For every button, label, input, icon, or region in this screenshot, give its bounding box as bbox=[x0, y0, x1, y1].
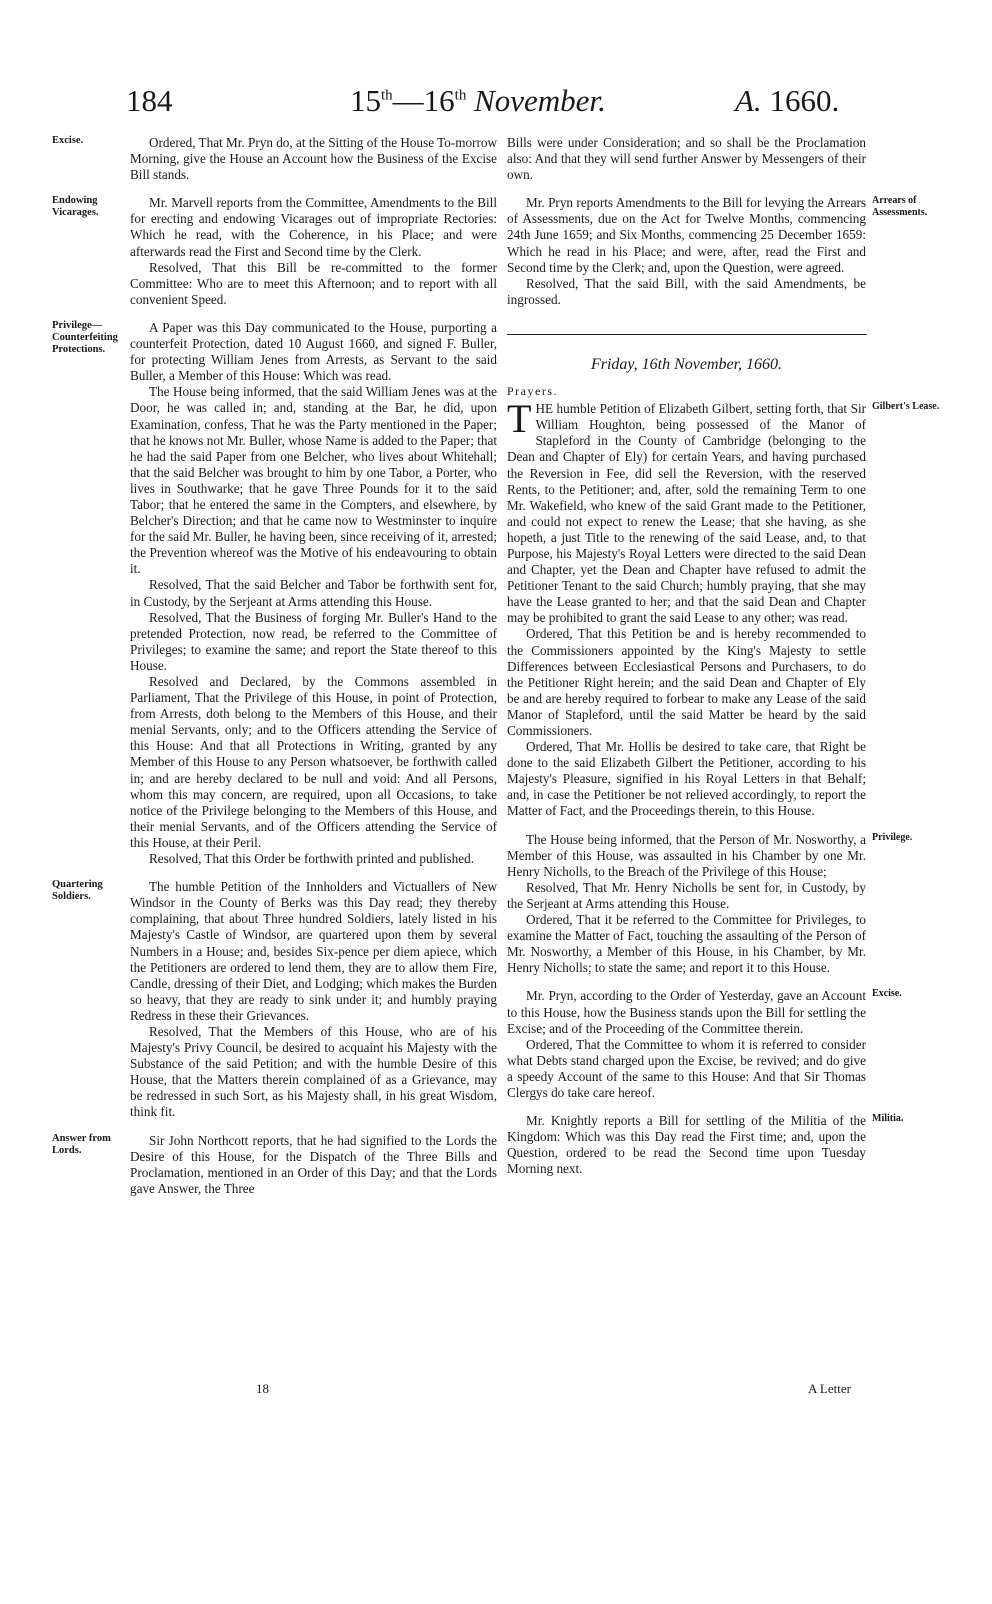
paragraph: Resolved, That this Order be forthwith printed and published. bbox=[149, 851, 474, 867]
entry-block bbox=[507, 1113, 904, 1177]
entry-block bbox=[52, 1132, 497, 1197]
paragraph: Sir John Northcott reports, that he had signified to the Lords the Desire of this House, for the Dispatch of the Three Bills and Proclamation, mentioned in an Order of this Day; and that the Lords gave Answer, the Three bbox=[130, 1132, 497, 1196]
prayers-heading: Prayers. bbox=[507, 384, 558, 399]
paragraph: Ordered, That Mr. Pryn do, at the Sitting of the House To-morrow Morning, give the House an Account how the Business of the Excise Bill stands. bbox=[130, 135, 498, 183]
entry-block bbox=[507, 831, 913, 977]
drop-capital: T bbox=[507, 396, 532, 442]
paragraph: Ordered, That Mr. Hollis be desired to take care, that Right be done to the said Elizabeth Gilbert the Petitioner, according to his Majesty's Pleasure, signified in his Royal Letters in that Behalf; and, in case the Petitioner be not relieved accordingly, to report the Matter of Fact, and the Proceedings therein, to this House. bbox=[507, 739, 866, 819]
paragraph: Mr. Pryn, according to the Order of Yesterday, gave an Account to this House, how the Business stands upon the Bill for settling the Excise; and of the Proceeding of the Committee therein. bbox=[507, 988, 866, 1036]
paragraph: Resolved, That this Bill be re-committed to the former Committee: Who are to meet this Afternoon; and to report with all convenient Speed. bbox=[130, 259, 497, 307]
paragraph: A Paper was this Day communicated to the House, purporting a counterfeit Protection, dated 10 August 1660, and signed F. Buller, for protecting William Jenes from Arrests, as Servant to the said Buller, a Member of this House: Which was read. bbox=[130, 319, 497, 384]
paragraph: Mr. Knightly reports a Bill for settling of the Militia of the Kingdom: Which was this Day read the First time; and, upon the Question, ordered to be read the Second time upon Tuesday Morning next. bbox=[507, 1113, 866, 1177]
page-number: 184 bbox=[126, 83, 173, 118]
margin-note: Excise. bbox=[52, 135, 84, 146]
entry-block bbox=[52, 879, 497, 1120]
paragraph: The House being informed, that the Person of Mr. Nosworthy, a Member of this House, was assaulted in his Chamber by one Mr. Henry Nicholls, to the Breach of the Privilege of this House; bbox=[507, 831, 866, 879]
margin-note: Excise. bbox=[872, 988, 902, 1000]
entry-block bbox=[507, 396, 940, 819]
right-column bbox=[507, 135, 940, 1189]
entry-block bbox=[52, 319, 497, 867]
margin-note: Militia. bbox=[872, 1113, 904, 1125]
paragraph: Mr. Marvell reports from the Committee, Amendments to the Bill for erecting and endowing Vicarages out of impropriate Rectories: Which he read, with the Coherence, in his Place; and were afterwards read the First and Second time by the Clerk. bbox=[130, 195, 497, 259]
margin-note: Privilege. bbox=[872, 831, 913, 843]
entry-block bbox=[52, 135, 498, 183]
paragraph: Resolved, That the Members of this House, who are of his Majesty's Privy Council, be desired to acquaint his Majesty with the Substance of the said Petition; and with the humble Desire of this House, that the Matters therein complained of as a Grievance, may be redressed in such Sort, as his Majesty shall, in his great Wisdom, think fit. bbox=[130, 1023, 497, 1120]
paragraph: The House being informed, that the said William Jenes was at the Door, he was called in; and, standing at the Bar, he did, upon Examination, confess, That he was the Party mentioned in the Paper; that he knows not Mr. Buller, whose Name is added to the Paper; that he had the said Paper from one Belcher, who lives about Whitehall; that the said Belcher was brought to him by one Tabor, a Porter, who lives in Southwarke; that he gave Three Pounds for it to the said Tabor; that he entered the same in the Compters, and elsewhere, by Belcher's Direction; and that he came now to Westminster to inquire for the said Mr. Buller, he having been, since receiving of it, arrested; the Prevention whereof was the Motive of his endeavouring to obtain it. bbox=[130, 384, 497, 577]
paragraph: Bills were under Consideration; and so shall be the Proclamation also: And that they will send further Answer by Messengers of their own. bbox=[507, 135, 866, 183]
section-rule bbox=[507, 334, 867, 335]
paragraph: Ordered, That it be referred to the Committee for Privileges, to examine the Matter of Fact, touching the assaulting of the Person of Mr. Nosworthy, a Member of this House, in his Chamber, by Mr. Henry Nicholls; to state the same; and report it to this House. bbox=[507, 912, 866, 976]
entry-block bbox=[507, 988, 902, 1101]
paragraph: THE humble Petition of Elizabeth Gilbert, setting forth, that Sir William Houghton, being possessed of the Manor of Stapleford in the County of Cambridge (belonging to the Dean and Chapter of Ely) for certain Years, and having purchased the Reversion in Fee, did sell the Reversion, with the reserved Rents, to the Petitioner; and, after, sold the remaining Term to one Mr. Wakefield, who knew of the said Grant made to the Petitioner, and could not expect to renew the Lease; that she having, as she hopeth, a just Title to the renewing of the said Lease, and, to that Purpose, his Majesty's Royal Letters were directed to the said Dean and Chapter, yet the Dean and Chapter have refused to admit the Petitioner Tenant to the said Church; humbly praying, that she may have the Lease granted to her; and that the said Dean and Chapter may be prohibited to grant the said Lease to any other; was read. bbox=[507, 396, 866, 626]
running-date: 15th—16th November. bbox=[350, 83, 606, 118]
day-heading: Friday, 16th November, 1660. bbox=[590, 355, 783, 373]
left-column bbox=[52, 135, 498, 1209]
paragraph: Mr. Pryn reports Amendments to the Bill for levying the Arrears of Assessments, due on the Act for Twelve Months, commencing 24th June 1659; and Six Months, commencing 25 December 1659: Which he read in his Place; and were, after, read the First and Second time by the Clerk; and, upon the Question, were agreed. bbox=[507, 195, 866, 275]
entry-block bbox=[507, 195, 928, 308]
paragraph: Resolved, That the said Belcher and Tabor be forthwith sent for, in Custody, by the Serjeant at Arms attending this House. bbox=[130, 577, 497, 609]
paragraph: Ordered, That this Petition be and is hereby recommended to the Commissioners appointed by the King's Majesty to settle Differences between Ecclesiastical Persons and Purchasers, to do the Petitioner Right herein; and the said Dean and Chapter of Ely be and are hereby required to forbear to make any Lease of the said Manor of Stapleford, until the said Matter be heard by the said Commissioners. bbox=[507, 626, 866, 738]
paragraph: Resolved, That the said Bill, with the said Amendments, be ingrossed. bbox=[507, 275, 866, 307]
paragraph: Resolved, That the Business of forging Mr. Buller's Hand to the pretended Protection, now read, be referred to the Committee of Privileges; to examine the same; and report the State thereof to this House. bbox=[130, 609, 497, 673]
entry-block bbox=[507, 135, 866, 183]
margin-note: Gilbert's Lease. bbox=[872, 401, 940, 413]
margin-note: Privilege—Counterfeiting Protections. bbox=[52, 319, 118, 355]
entry-block bbox=[52, 195, 497, 308]
paragraph: Ordered, That the Committee to whom it is referred to consider what Debts stand charged upon the Excise, be revived; and do give a speedy Account of the same to this House: And that Sir Thomas Clergys do take care hereof. bbox=[507, 1036, 866, 1100]
margin-note: Quartering Soldiers. bbox=[52, 879, 103, 903]
catchword: A Letter bbox=[808, 1381, 851, 1396]
paragraph: The humble Petition of the Innholders and Victuallers of New Windsor in the County of Berks was this Day read; they thereby complaining, that about Three hundred Soldiers, lately listed in his Majesty's Castle of Windsor, are quartered upon them by several Numbers in a House; and, besides Six-pence per diem apiece, which the Petitioners are ordered to lend them, they are to allow them Fire, Candle, dressing of their Diet, and Lodging; which makes the Burden so heavy, that they are ready to sink under it; and humbly praying Redress in these their Grievances. bbox=[130, 879, 497, 1023]
running-year: A. 1660. bbox=[735, 83, 840, 118]
margin-note: Arrears of Assessments. bbox=[872, 195, 928, 219]
signature-mark: 18 bbox=[256, 1381, 269, 1396]
margin-note: Answer from Lords. bbox=[52, 1132, 111, 1156]
margin-note: Endowing Vicarages. bbox=[52, 195, 99, 219]
paragraph: Resolved and Declared, by the Commons assembled in Parliament, That the Privilege of this House, in point of Protection, from Arrests, doth belong to the Members of this House, and their menial Servants, only; and to the Officers attending the Service of this House: And that all Protections in Writing, granted by any Member of this House to any Person whatsoever, be forthwith called in; and are hereby declared to be null and void: And all Persons, whom this may concern, are required, upon all Occasions, to take notice of the Privilege belonging to the Members of this House, and their menial Servants, and of the Officers attending the Service of this House, at their Peril. bbox=[130, 674, 497, 850]
paragraph: Resolved, That Mr. Henry Nicholls be sent for, in Custody, by the Serjeant at Arms attending this House. bbox=[507, 879, 866, 911]
